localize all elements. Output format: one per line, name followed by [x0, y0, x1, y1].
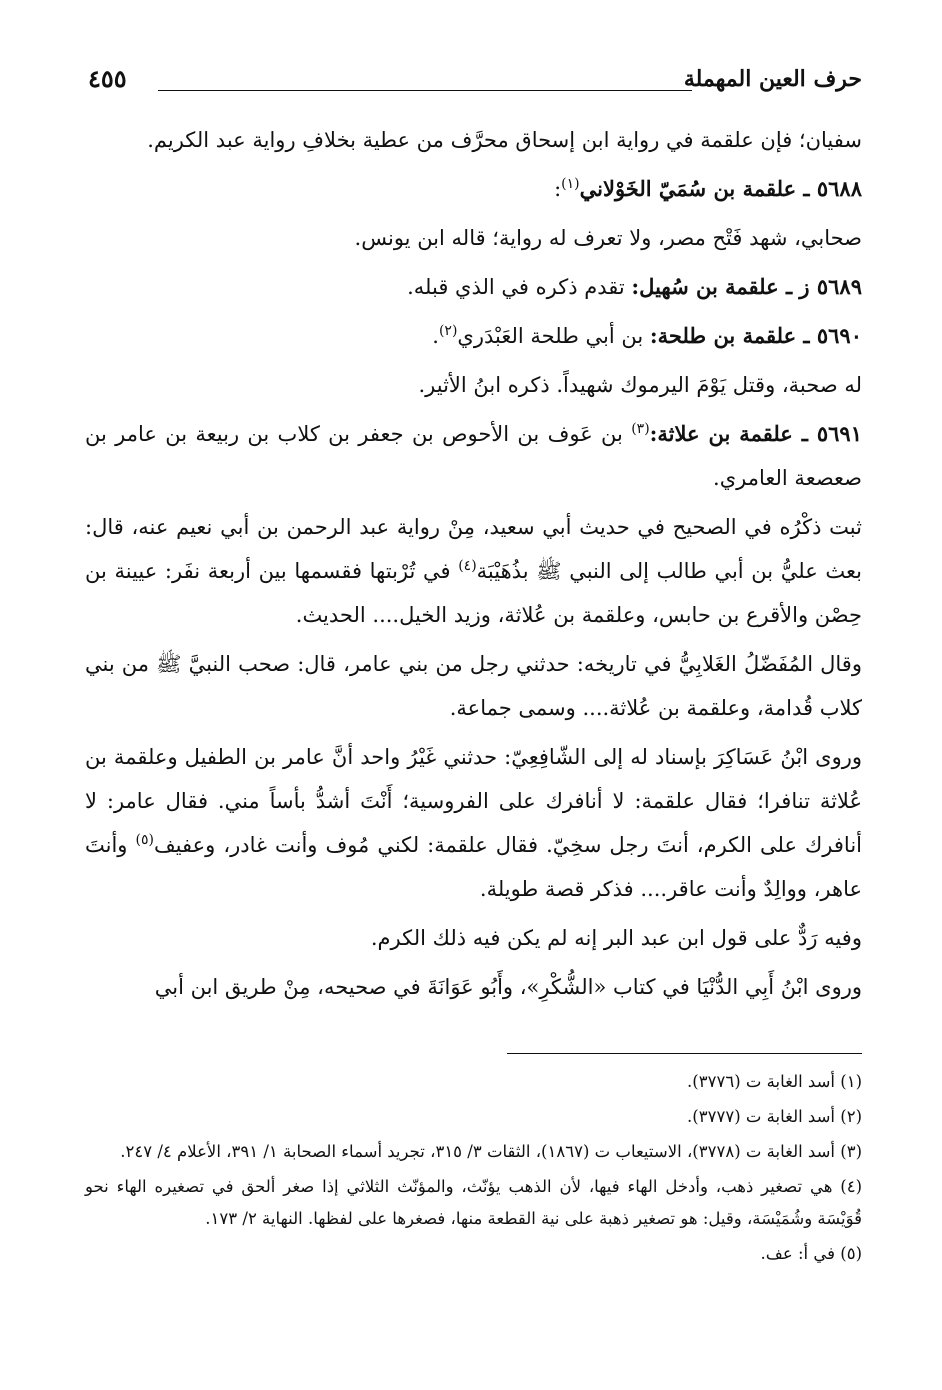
footnote-1: (١) أسد الغابة ت (٣٧٧٦). [687, 1072, 862, 1091]
paragraph [85, 216, 862, 260]
paragraph-text: وروى ابْنُ أَبِي الدُّنْيَا في كتاب «الشُّكْرِ»، وأَبُو عَوَانَةَ في صحيحه، مِنْ طريق ابن أبي [154, 975, 862, 999]
entry-5688 [85, 167, 862, 211]
footnote-ref-1[interactable]: (١) [561, 176, 580, 192]
paragraph [85, 642, 862, 730]
paragraph-text: بن أبي طلحة العَبْدَري [457, 324, 650, 348]
footnote-3: (٣) أسد الغابة ت (٣٧٧٨)، الاستيعاب ت (١٨٦٧)، الثقات ٣/ ٣١٥، تجريد أسماء الصحابة ١/ ٣٩١، الأعلام ٤/ ٢٤٧. [120, 1142, 862, 1161]
paragraph-text: سفيان؛ فإن علقمة في رواية ابن إسحاق محرَّف من عطية بخلافِ رواية عبد الكريم. [147, 128, 862, 152]
entry-5689 [85, 265, 862, 309]
running-title: حرف العين المهملة [683, 66, 862, 92]
entry-heading: ٥٦٩١ ـ علقمة بن علاثة: [649, 421, 862, 446]
footnote-2: (٢) أسد الغابة ت (٣٧٧٧). [687, 1107, 862, 1126]
footnote-5: (٥) في أ: عف. [760, 1244, 862, 1263]
paragraph-text: وفيه رَدٌّ على قول ابن عبد البر إنه لم يكن فيه ذلك الكرم. [370, 926, 862, 950]
footnote-ref-3[interactable]: (٣) [631, 421, 650, 437]
paragraph-tail: وأنتَ عاهر، ووالِدٌ وأنت عاقر.... فذكر قصة طويلة. [85, 833, 862, 901]
paragraph-text: صحابي، شهد فَتْح مصر، ولا تعرف له رواية؛ قاله ابن يونس. [354, 226, 862, 250]
paragraph [85, 735, 862, 911]
paragraph-tail: في تُرْبتها فقسمها بين أربعة نفَر: عيينة بن حِصْن والأقرع بن حابس، وعلقمة بن عُلاثة، وزيد الخيل.... الحديث. [85, 559, 862, 627]
paragraph-text: له صحبة، وقتل يَوْمَ اليرموك شهيداً. ذكره ابنُ الأثير. [418, 373, 862, 397]
entry-heading: ٥٦٩٠ ـ علقمة بن طلحة: [649, 323, 862, 348]
footnote-ref-2[interactable]: (٢) [438, 323, 458, 339]
page-number: ٤٥٥ [88, 64, 127, 93]
entry-5690 [85, 314, 862, 358]
paragraph-text: وروى ابْنُ عَسَاكِرَ بإسناد له إلى الشّافِعِيّ: حدثني غَيْرُ واحد أنَّ عامر بن الطفيل وعلقمة بن عُلاثة تنافرا؛ فقال علقمة: لا أنافرك على الفروسية؛ أَنْتَ أشدُّ بأساً مني. فقال عامر: لا أنافرك على الكرم، أنتَ رجل سخِيّ. فقال علقمة: لكني مُوف وأنت غادر، وعفيف [85, 745, 863, 857]
footnotes [85, 1066, 862, 1270]
footnote-ref-5[interactable]: (٥) [135, 832, 154, 848]
header-rule [158, 90, 692, 91]
paragraph-text: : [554, 177, 562, 201]
paragraph [85, 363, 862, 407]
main-text [85, 118, 862, 1009]
paragraph-text: بن عَوف بن الأحوص بن جعفر بن كلاب بن ربيعة بن عامر بن صعصعة العامري. [85, 422, 862, 490]
footnote-separator [507, 1053, 862, 1054]
footnote-ref-4[interactable]: (٤) [458, 558, 477, 574]
paragraph [85, 118, 862, 162]
paragraph-tail: . [432, 324, 439, 348]
entry-5691 [85, 412, 862, 500]
paragraph [85, 965, 862, 1009]
paragraph [85, 505, 862, 637]
entry-heading: ٥٦٨٩ ز ـ علقمة بن سُهيل: [631, 274, 862, 299]
paragraph-text: تقدم ذكره في الذي قبله. [407, 275, 632, 299]
paragraph-text: ثبت ذكْرُه في الصحيح في حديث أبي سعيد، مِنْ رواية عبد الرحمن بن أبي نعيم عنه، قال: بعث عليُّ بن أبي طالب إلى النبي ﷺ بذُهَيْبَة [85, 515, 862, 583]
paragraph [85, 916, 862, 960]
page-header [88, 62, 862, 102]
paragraph-text: وقال المُفَضّلُ الغَلابِيُّ في تاريخه: حدثني رجل من بني عامر، قال: صحب النبيَّ ﷺ من بني كلاب قُدامة، وعلقمة بن عُلاثة.... وسمى جماعة. [85, 652, 862, 720]
footnote-4: (٤) هي تصغير ذهب، وأدخل الهاء فيها، لأن الذهب يؤنّث، والمؤنّث الثلاثي إذا صغر ألحق في تصغيره الهاء نحو قُوَيْسَة وشُمَيْسَة، وقيل: هو تصغير ذهبة على نية القطعة منها، فصغرها على لفظها. النهاية ٢/ ١٧٣. [85, 1177, 862, 1228]
entry-heading: ٥٦٨٨ ـ علقمة بن سُمَيّ الخَوْلاني [579, 176, 862, 201]
